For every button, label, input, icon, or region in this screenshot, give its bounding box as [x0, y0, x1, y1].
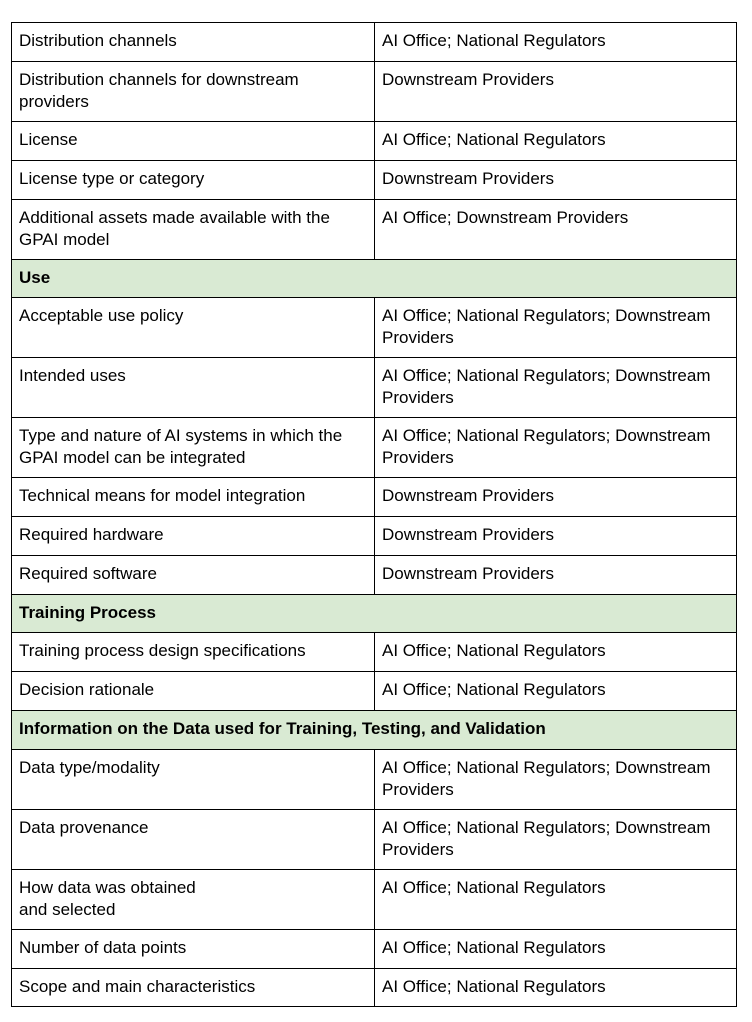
audience-cell: Downstream Providers: [375, 161, 737, 200]
documentation-table: [11, 22, 737, 1007]
table-row: [12, 161, 737, 200]
table-row: [12, 556, 737, 595]
field-cell: Data type/modality: [12, 750, 375, 810]
section-header: Training Process: [12, 595, 737, 633]
audience-cell: AI Office; National Regulators: [375, 969, 737, 1007]
audience-cell: AI Office; National Regulators; Downstream Providers: [375, 358, 737, 418]
audience-cell: AI Office; National Regulators: [375, 870, 737, 930]
table-row: [12, 930, 737, 969]
field-cell: Type and nature of AI systems in which the GPAI model can be integrated: [12, 418, 375, 478]
audience-cell: AI Office; National Regulators: [375, 930, 737, 969]
field-cell: Training process design specifications: [12, 633, 375, 672]
table-row: [12, 23, 737, 62]
field-cell: Technical means for model integration: [12, 478, 375, 517]
field-cell: Required hardware: [12, 517, 375, 556]
audience-cell: AI Office; National Regulators: [375, 122, 737, 161]
field-cell: Intended uses: [12, 358, 375, 418]
table-row: [12, 122, 737, 161]
table-row: [12, 358, 737, 418]
table-row: [12, 298, 737, 358]
field-cell: Decision rationale: [12, 672, 375, 711]
audience-cell: AI Office; National Regulators; Downstream Providers: [375, 750, 737, 810]
audience-cell: AI Office; National Regulators: [375, 23, 737, 62]
table-row: [12, 969, 737, 1007]
table-row: [12, 750, 737, 810]
table-row: [12, 633, 737, 672]
audience-cell: AI Office; National Regulators; Downstream Providers: [375, 298, 737, 358]
field-cell: Distribution channels for downstream providers: [12, 62, 375, 122]
table-row: [12, 200, 737, 260]
audience-cell: Downstream Providers: [375, 62, 737, 122]
field-cell: Scope and main characteristics: [12, 969, 375, 1007]
table-row: [12, 478, 737, 517]
field-cell: Distribution channels: [12, 23, 375, 62]
field-cell: Required software: [12, 556, 375, 595]
section-header-row: [12, 711, 737, 750]
audience-cell: Downstream Providers: [375, 517, 737, 556]
field-cell: Acceptable use policy: [12, 298, 375, 358]
field-cell: Additional assets made available with the GPAI model: [12, 200, 375, 260]
audience-cell: AI Office; National Regulators; Downstream Providers: [375, 810, 737, 870]
audience-cell: AI Office; National Regulators: [375, 672, 737, 711]
table-row: [12, 810, 737, 870]
audience-cell: AI Office; National Regulators; Downstream Providers: [375, 418, 737, 478]
audience-cell: Downstream Providers: [375, 556, 737, 595]
field-cell: Data provenance: [12, 810, 375, 870]
table-row: [12, 62, 737, 122]
table-row: [12, 418, 737, 478]
field-cell: License type or category: [12, 161, 375, 200]
audience-cell: AI Office; Downstream Providers: [375, 200, 737, 260]
audience-cell: Downstream Providers: [375, 478, 737, 517]
field-cell: How data was obtained and selected: [12, 870, 375, 930]
section-header: Information on the Data used for Training, Testing, and Validation: [12, 711, 737, 750]
table-row: [12, 870, 737, 930]
field-cell: License: [12, 122, 375, 161]
field-cell: Number of data points: [12, 930, 375, 969]
table-row: [12, 517, 737, 556]
audience-cell: AI Office; National Regulators: [375, 633, 737, 672]
table-row: [12, 672, 737, 711]
section-header: Use: [12, 260, 737, 298]
section-header-row: [12, 595, 737, 633]
section-header-row: [12, 260, 737, 298]
